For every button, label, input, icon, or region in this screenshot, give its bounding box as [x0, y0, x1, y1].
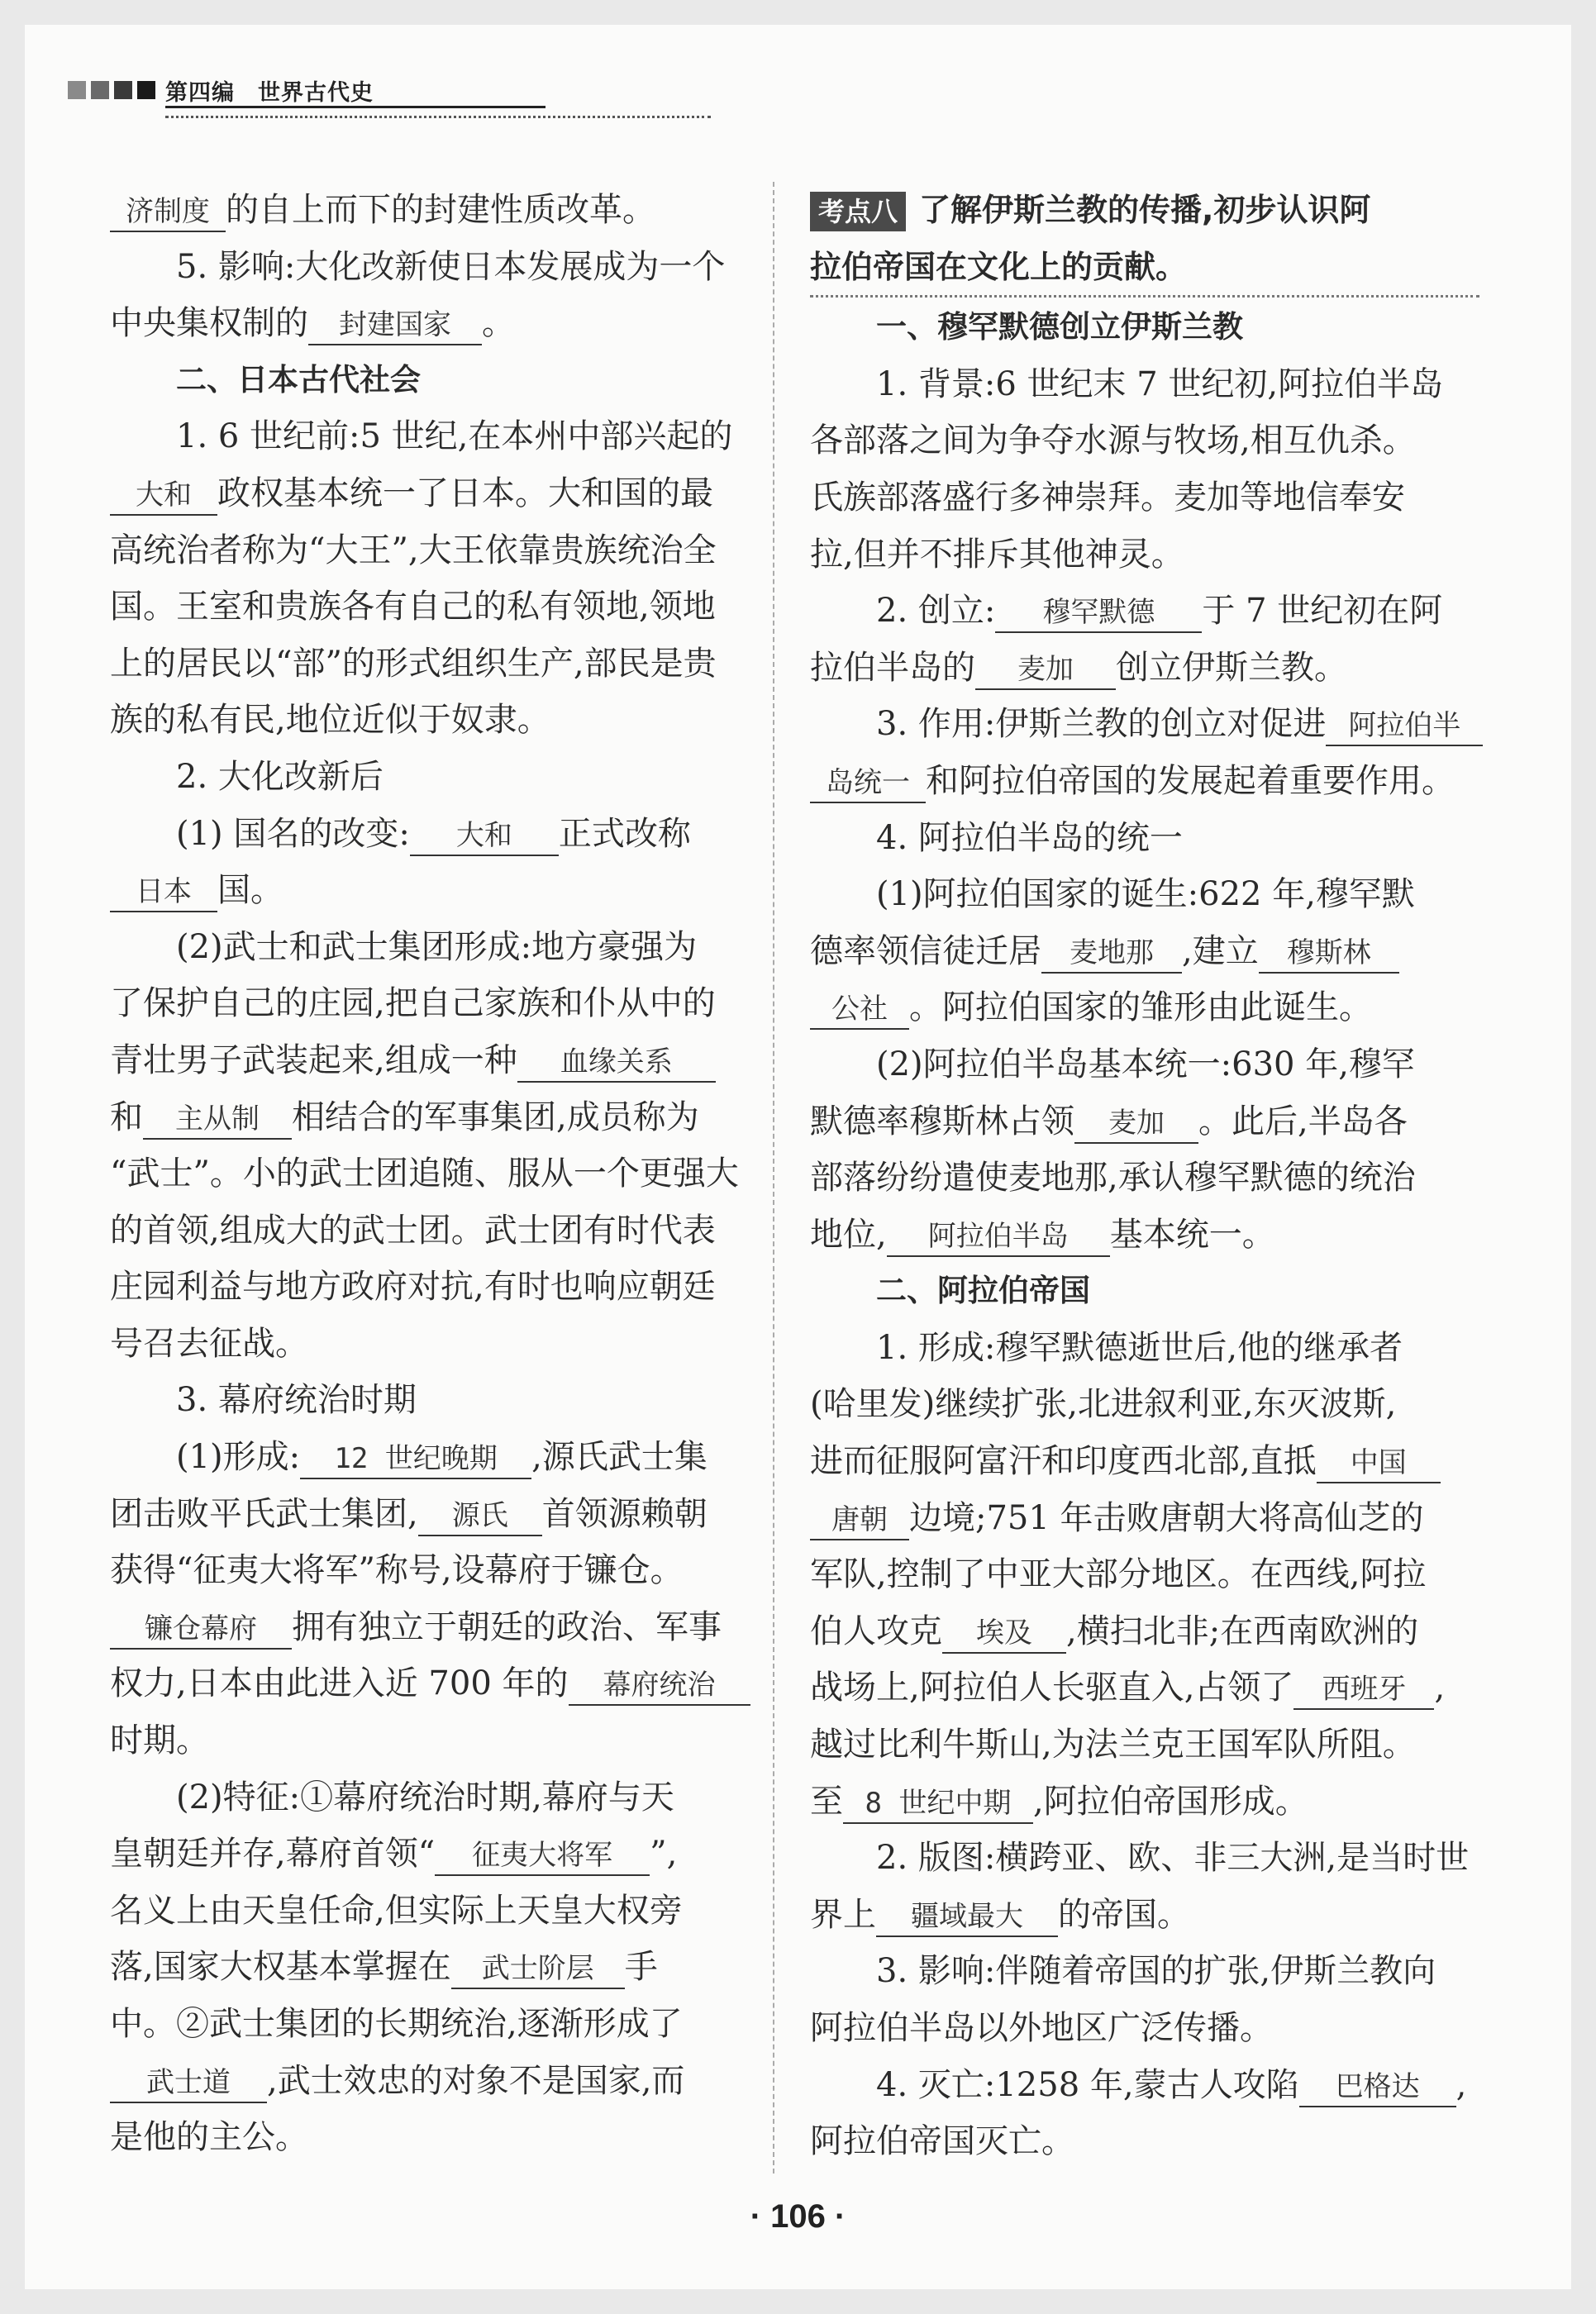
text-line: 日本 国。 — [110, 862, 779, 919]
text-line: 3. 作用:伊斯兰教的创立对促进 阿拉伯半 — [810, 696, 1479, 753]
text-line: 拉伯半岛的 麦加 创立伊斯兰教。 — [810, 640, 1479, 697]
answer-blank[interactable]: 日本 — [110, 873, 217, 912]
text-line: (1)形成: 12 世纪晚期 ,源氏武士集 — [110, 1429, 779, 1486]
text-line: 皇朝廷并存,幕府首领“ 征夷大将军 ”, — [110, 1826, 779, 1883]
text-line: 上的居民以“部”的形式组织生产,部民是贵 — [110, 644, 717, 683]
text-line: (1)阿拉伯国家的诞生:622 年,穆罕默 — [876, 875, 1415, 914]
text-line: 德率领信徒迁居 麦地那 ,建立 穆斯林 — [810, 923, 1479, 980]
text-line: 获得“征夷大将军”称号,设幕府于镰仓。 — [110, 1551, 684, 1590]
text-line: 阿拉伯帝国灭亡。 — [810, 2122, 1074, 2161]
page-number: · 106 · — [750, 2198, 846, 2235]
text-line: 至 8 世纪中期 ,阿拉伯帝国形成。 — [810, 1774, 1479, 1831]
text-line: 大和 政权基本统一了日本。大和国的最 — [110, 465, 779, 522]
text-line: 地位, 阿拉伯半岛 基本统一。 — [810, 1207, 1479, 1264]
text-line: 2. 大化改新后 — [176, 757, 384, 796]
text-line: 中央集权制的 封建国家 。 — [110, 295, 779, 352]
answer-blank[interactable]: 血缘关系 — [517, 1043, 716, 1083]
text-line: 1. 背景:6 世纪末 7 世纪初,阿拉伯半岛 — [876, 364, 1444, 403]
section-title: 第四编 世界古代史 — [165, 80, 374, 106]
text-line: (哈里发)继续扩张,北进叙利亚,东灭波斯, — [810, 1385, 1397, 1424]
answer-blank[interactable]: 主从制 — [143, 1100, 292, 1140]
answer-blank[interactable]: 武士阶层 — [451, 1950, 625, 1989]
header-square-icon — [137, 81, 155, 99]
text-line: 军队,控制了中亚大部分地区。在西线,阿拉 — [810, 1555, 1427, 1594]
header-square-icon — [91, 81, 109, 99]
text-line: 中。②武士集团的长期统治,逐渐形成了 — [110, 2005, 683, 2043]
text-line: 高统治者称为“大王”,大王依靠贵族统治全 — [110, 531, 717, 569]
section-heading: 二、阿拉伯帝国 — [876, 1273, 1090, 1309]
text-line: 进而征服阿富汗和印度西北部,直抵 中国 — [810, 1433, 1479, 1490]
answer-blank[interactable]: 大和 — [410, 817, 559, 856]
kaodian-title-block — [810, 182, 1479, 298]
text-line: 名义上由天皇任命,但实际上天皇大权旁 — [110, 1891, 683, 1930]
text-line: 阿拉伯半岛以外地区广泛传播。 — [810, 2009, 1273, 2047]
answer-blank[interactable]: 阿拉伯半 — [1326, 707, 1483, 746]
text-line: 界上 疆域最大 的帝国。 — [810, 1887, 1479, 1944]
text-line: (2)武士和武士集团形成:地方豪强为 — [176, 927, 698, 966]
text-line: 号召去征战。 — [110, 1324, 308, 1363]
text-line: 4. 阿拉伯半岛的统一 — [876, 818, 1183, 857]
text-line: 权力,日本由此进入近 700 年的 幕府统治 — [110, 1655, 779, 1712]
left-column — [110, 182, 779, 2166]
text-line: 各部落之间为争夺水源与牧场,相互仇杀。 — [810, 421, 1416, 460]
text-line: 2. 创立: 穆罕默德 于 7 世纪初在阿 — [810, 583, 1479, 640]
text-line: 青壮男子武装起来,组成一种 血缘关系 — [110, 1032, 779, 1089]
kaodian-title: 拉伯帝国在文化上的贡献。 — [810, 248, 1188, 285]
text-line: 3. 影响:伴随着帝国的扩张,伊斯兰教向 — [876, 1952, 1436, 1991]
text-line: 庄园利益与地方政府对抗,有时也响应朝廷 — [110, 1268, 716, 1307]
text-line: (2)特征:①幕府统治时期,幕府与天 — [176, 1778, 674, 1816]
section-heading: 一、穆罕默德创立伊斯兰教 — [876, 309, 1243, 345]
answer-blank[interactable]: 中国 — [1317, 1444, 1441, 1483]
text-line: (2)阿拉伯半岛基本统一:630 年,穆罕 — [876, 1045, 1415, 1083]
text-line: 济制度 的自上而下的封建性质改革。 — [110, 182, 779, 239]
answer-blank[interactable]: 埃及 — [942, 1614, 1066, 1654]
text-line: 拉,但并不排斥其他神灵。 — [810, 535, 1184, 574]
text-line: 国。王室和贵族各有自己的私有领地,领地 — [110, 588, 716, 626]
answer-blank[interactable]: 公社 — [810, 990, 909, 1030]
answer-blank[interactable]: 源氏 — [418, 1497, 542, 1536]
text-line: 伯人攻克 埃及 ,横扫北非;在西南欧洲的 — [810, 1603, 1479, 1660]
text-line: 落,国家大权基本掌握在 武士阶层 手 — [110, 1939, 779, 1996]
answer-blank[interactable]: 8 世纪中期 — [843, 1784, 1033, 1824]
right-column — [810, 182, 1479, 2170]
kaodian-label: 考点八 — [810, 192, 906, 231]
answer-blank[interactable]: 疆域最大 — [876, 1897, 1058, 1937]
answer-blank[interactable]: 幕府统治 — [569, 1666, 750, 1706]
text-line: 1. 6 世纪前:5 世纪,在本州中部兴起的 — [176, 417, 733, 456]
text-line: 氏族部落盛行多神崇拜。麦加等地信奉安 — [810, 478, 1405, 517]
text-line: 是他的主公。 — [110, 2118, 308, 2157]
answer-blank[interactable]: 大和 — [110, 476, 217, 516]
answer-blank[interactable]: 征夷大将军 — [435, 1836, 650, 1876]
text-line: 5. 影响:大化改新使日本发展成为一个 — [176, 247, 726, 286]
text-line: 2. 版图:横跨亚、欧、非三大洲,是当时世 — [876, 1839, 1470, 1878]
text-line: 战场上,阿拉伯人长驱直入,占领了 西班牙 , — [810, 1659, 1479, 1716]
text-line: 的首领,组成大的武士团。武士团有时代表 — [110, 1211, 716, 1250]
text-line: 唐朝 边境;751 年击败唐朝大将高仙芝的 — [810, 1490, 1479, 1547]
header-square-icon — [68, 81, 86, 99]
text-line: 族的私有民,地位近似于奴隶。 — [110, 701, 550, 740]
text-line: 和 主从制 相结合的军事集团,成员称为 — [110, 1089, 779, 1146]
answer-blank[interactable]: 穆斯林 — [1259, 934, 1399, 974]
answer-blank[interactable]: 麦地那 — [1041, 934, 1182, 974]
answer-blank[interactable]: 济制度 — [110, 193, 226, 232]
kaodian-title: 了解伊斯兰教的传播,初步认识阿 — [919, 192, 1371, 228]
header-rule — [165, 106, 545, 108]
text-line: 镰仓幕府 拥有独立于朝廷的政治、军事 — [110, 1599, 779, 1656]
text-line: 公社 。阿拉伯国家的雏形由此诞生。 — [810, 979, 1479, 1036]
answer-blank[interactable]: 麦加 — [1074, 1104, 1198, 1144]
text-line: 了保护自己的庄园,把自己家族和仆从中的 — [110, 984, 716, 1023]
text-line: 岛统一 和阿拉伯帝国的发展起着重要作用。 — [810, 753, 1479, 810]
text-line: 1. 形成:穆罕默德逝世后,他的继承者 — [876, 1328, 1403, 1367]
header-dotted-rule — [165, 116, 711, 118]
answer-blank[interactable]: 镰仓幕府 — [110, 1610, 292, 1650]
text-line: 4. 灭亡:1258 年,蒙古人攻陷 巴格达 , — [810, 2057, 1479, 2114]
text-line: 部落纷纷遣使麦地那,承认穆罕默德的统治 — [810, 1159, 1416, 1197]
answer-blank[interactable]: 阿拉伯半岛 — [887, 1217, 1110, 1257]
answer-blank[interactable]: 穆罕默德 — [995, 593, 1202, 633]
answer-blank[interactable]: 武士道 — [110, 2064, 267, 2103]
text-line: “武士”。小的武士团追随、服从一个更强大 — [110, 1155, 739, 1193]
answer-blank[interactable]: 唐朝 — [810, 1501, 909, 1540]
header-square-icon — [114, 81, 132, 99]
text-line: 武士道 ,武士效忠的对象不是国家,而 — [110, 2053, 779, 2110]
text-line: 3. 幕府统治时期 — [176, 1381, 417, 1420]
answer-blank[interactable]: 封建国家 — [308, 306, 482, 345]
answer-blank[interactable]: 西班牙 — [1293, 1670, 1434, 1710]
text-line: 团击败平氏武士集团, 源氏 首领源赖朝 — [110, 1486, 779, 1543]
section-heading: 二、日本古代社会 — [176, 361, 421, 398]
text-line: 默德率穆斯林占领 麦加 。此后,半岛各 — [810, 1093, 1479, 1150]
text-line: 越过比利牛斯山,为法兰克王国军队所阻。 — [810, 1726, 1416, 1764]
answer-blank[interactable]: 巴格达 — [1299, 2068, 1456, 2107]
text-line: 时期。 — [110, 1721, 209, 1760]
text-line: (1) 国名的改变: 大和 正式改称 — [110, 806, 779, 863]
answer-blank[interactable]: 麦加 — [975, 650, 1116, 690]
answer-blank[interactable]: 岛统一 — [810, 764, 926, 803]
answer-blank[interactable]: 12 世纪晚期 — [300, 1440, 531, 1479]
